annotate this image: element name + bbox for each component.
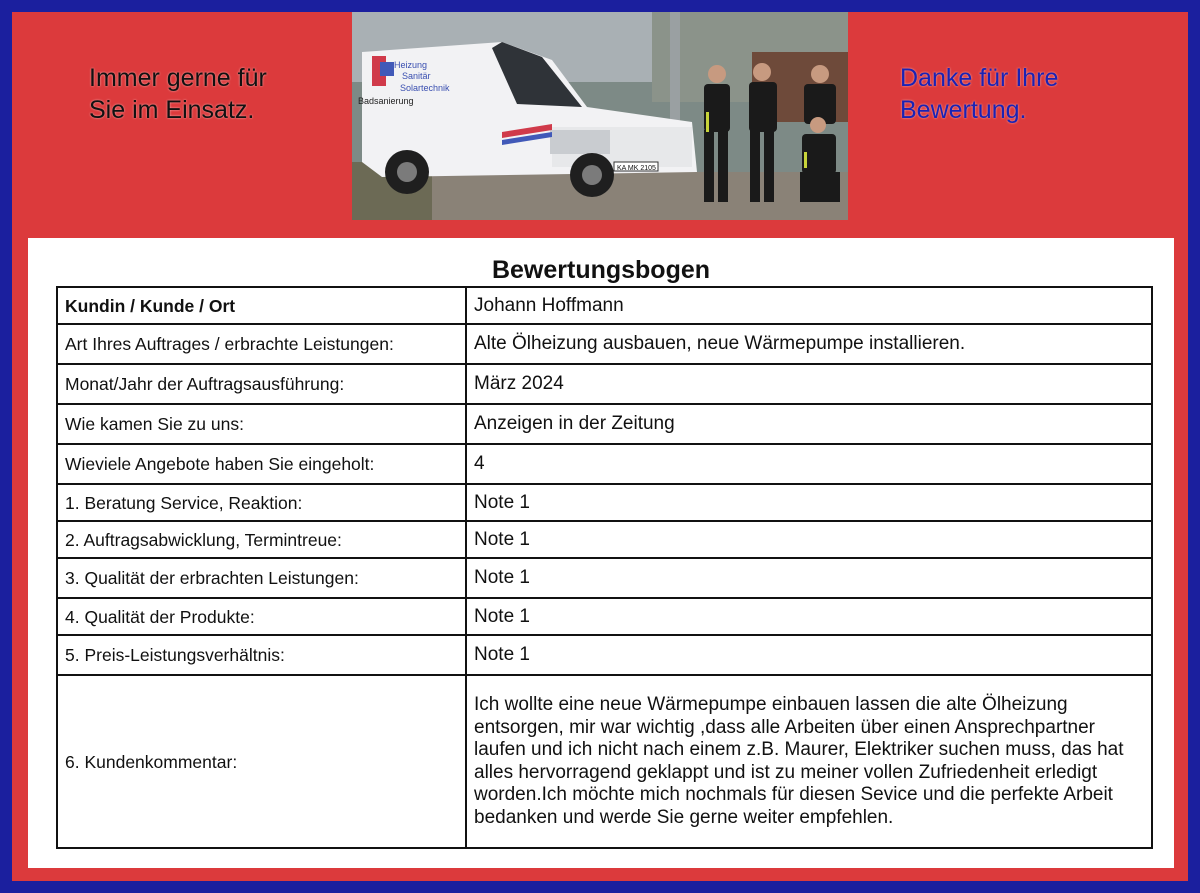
row-value: Anzeigen in der Zeitung bbox=[466, 404, 1152, 444]
table-row bbox=[57, 635, 1152, 675]
table-row bbox=[57, 444, 1152, 484]
slogan-left bbox=[89, 62, 339, 126]
row-value: Alte Ölheizung ausbauen, neue Wärmepumpe installieren. bbox=[466, 324, 1152, 364]
slogan-right bbox=[900, 62, 1160, 126]
row-label: Kundin / Kunde / Ort bbox=[57, 287, 466, 324]
row-value: Note 1 bbox=[466, 484, 1152, 521]
row-label: 3. Qualität der erbrachten Leistungen: bbox=[57, 558, 466, 598]
table-row bbox=[57, 675, 1152, 848]
sheet-title: Bewertungsbogen bbox=[491, 256, 711, 284]
row-label: Monat/Jahr der Auftragsausführung: bbox=[57, 364, 466, 404]
table-row bbox=[57, 521, 1152, 558]
row-value: Johann Hoffmann bbox=[466, 287, 1152, 324]
row-value: Note 1 bbox=[466, 635, 1152, 675]
row-label: Wieviele Angebote haben Sie eingeholt: bbox=[57, 444, 466, 484]
row-label: 6. Kundenkommentar: bbox=[57, 675, 466, 848]
slogan-right-line2: Bewertung. bbox=[900, 96, 1027, 124]
row-value: Note 1 bbox=[466, 598, 1152, 635]
table-row bbox=[57, 484, 1152, 521]
red-frame bbox=[12, 12, 1188, 881]
table-row bbox=[57, 287, 1152, 324]
row-label: Wie kamen Sie zu uns: bbox=[57, 404, 466, 444]
van-text-1: Heizung bbox=[394, 60, 428, 70]
row-label: 1. Beratung Service, Reaktion: bbox=[57, 484, 466, 521]
rating-sheet bbox=[28, 238, 1174, 868]
table-row bbox=[57, 404, 1152, 444]
table-row bbox=[57, 598, 1152, 635]
license-plate: KA MK 2105 bbox=[617, 165, 656, 172]
slogan-right-line1: Danke für Ihre bbox=[900, 64, 1059, 92]
rating-table bbox=[56, 286, 1153, 849]
customer-comment: Ich wollte eine neue Wärmepumpe einbauen lassen die alte Ölheizung entsorgen, mir war wichtig ,dass alle Arbeiten über einen Ansprechpartner laufen und ich nicht nach einem z.B. Maurer, Elektriker suchen muss, das hat alles hervorragend geklappt und ist zu meiner vollen Zufriedenheit erledigt worden.Ich möchte mich nochmals für diesen Sevice und die perfekte Arbeit bedanken und werde Sie gerne weiter empfehlen. bbox=[466, 675, 1152, 848]
row-label: Art Ihres Auftrages / erbrachte Leistungen: bbox=[57, 324, 466, 364]
van-text-2: Sanitär bbox=[402, 71, 431, 81]
row-label: 5. Preis-Leistungsverhältnis: bbox=[57, 635, 466, 675]
row-value: Note 1 bbox=[466, 521, 1152, 558]
slogan-left-line2: Sie im Einsatz. bbox=[89, 96, 255, 124]
table-row bbox=[57, 558, 1152, 598]
team-photo bbox=[352, 12, 848, 220]
table-row bbox=[57, 324, 1152, 364]
van-text-3: Solartechnik bbox=[400, 83, 450, 93]
row-value: 4 bbox=[466, 444, 1152, 484]
row-label: 4. Qualität der Produkte: bbox=[57, 598, 466, 635]
row-label: 2. Auftragsabwicklung, Termintreue: bbox=[57, 521, 466, 558]
row-value: Note 1 bbox=[466, 558, 1152, 598]
slogan-left-line1: Immer gerne für bbox=[89, 64, 267, 92]
row-value: März 2024 bbox=[466, 364, 1152, 404]
table-row bbox=[57, 364, 1152, 404]
van-text-4: Badsanierung bbox=[358, 96, 414, 106]
